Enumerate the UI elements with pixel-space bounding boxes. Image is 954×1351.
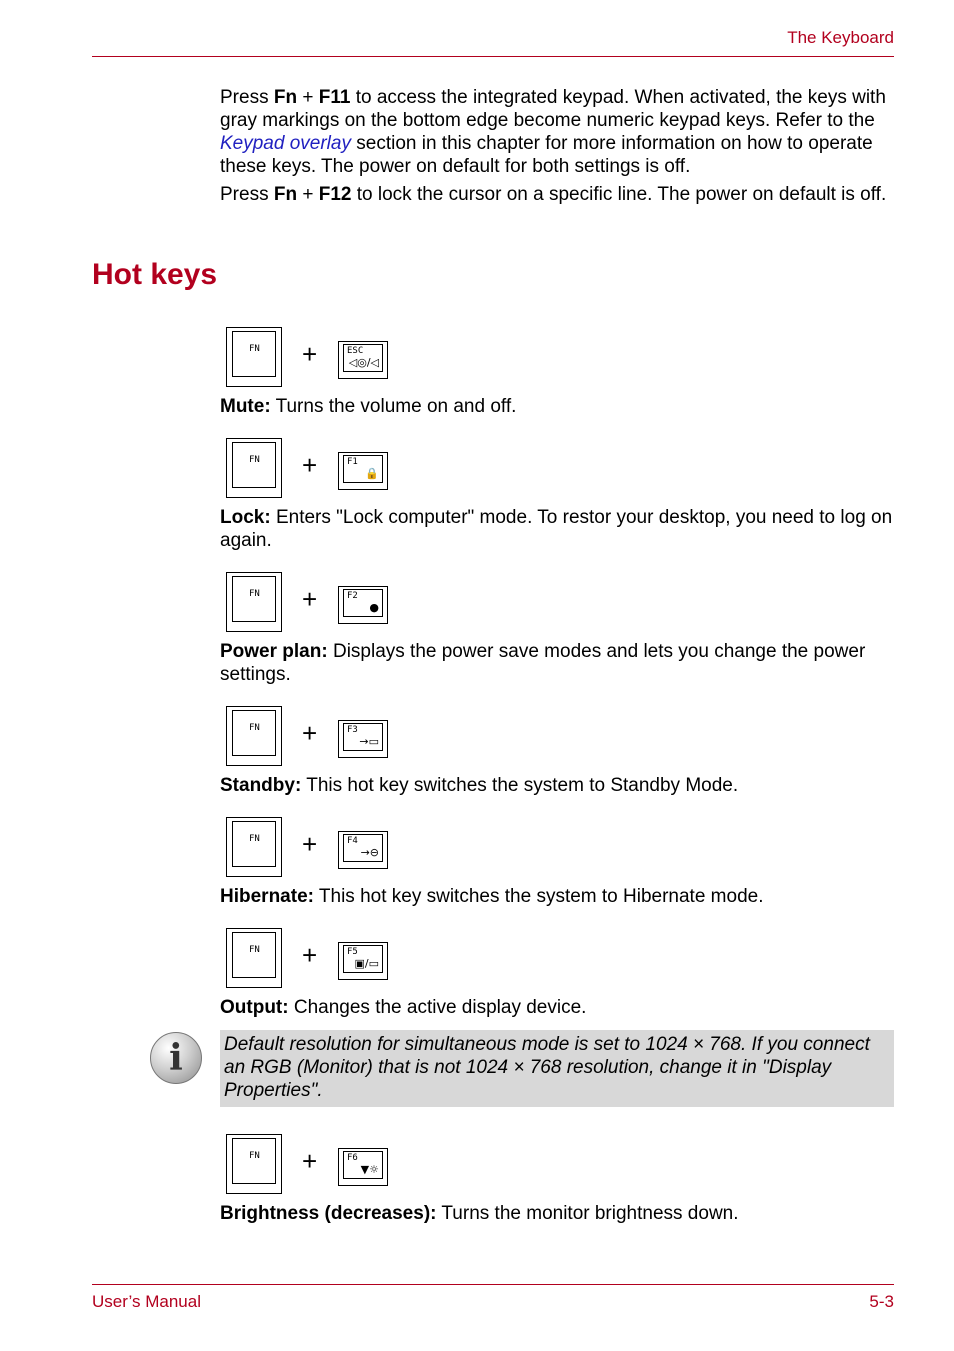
brightness-down-icon: ▼☼: [360, 1163, 379, 1176]
f5-key-icon: F5 ▣/▭: [338, 942, 388, 980]
intro-paragraph-f11: Press Fn + F11 to access the integrated keypad. When activated, the keys with gray markings on the bottom edge become numeric keypad keys. Refer to the Keypad overlay section in this chapter for more information on how to operate these keys. The power on default for both settings is off.: [220, 87, 886, 177]
hotkey-lock: [220, 438, 894, 552]
plus-sign: +: [302, 339, 318, 369]
plus-sign: +: [302, 584, 318, 614]
esc-key-icon: ESC ◁◎/◁: [338, 341, 388, 379]
display-output-icon: ▣/▭: [354, 957, 379, 970]
hotkey-description: Hibernate: This hot key switches the system to Hibernate mode.: [220, 886, 764, 907]
standby-icon: →▭: [359, 735, 379, 748]
footer-page-number: 5-3: [869, 1292, 894, 1311]
hibernate-icon: →⊖: [360, 846, 379, 859]
f3-key-icon: F3 →▭: [338, 720, 388, 758]
f4-key-icon: F4 →⊖: [338, 831, 388, 869]
info-icon: i: [150, 1032, 202, 1084]
hotkey-description: Lock: Enters "Lock computer" mode. To restor your desktop, you need to log on again.: [220, 507, 893, 551]
hotkey-description: Power plan: Displays the power save modes and lets you change the power settings.: [220, 641, 866, 685]
fn-key-icon: FN: [226, 1134, 282, 1194]
hotkey-hibernate: [220, 817, 894, 908]
plus-sign: +: [302, 829, 318, 859]
f1-key-icon: F1 🔒: [338, 452, 388, 490]
hotkey-description: Standby: This hot key switches the system to Standby Mode.: [220, 775, 739, 796]
fn-key-icon: FN: [226, 438, 282, 498]
plus-sign: +: [302, 450, 318, 480]
footer-rule: [92, 1284, 894, 1285]
hotkey-standby: [220, 706, 894, 797]
hotkey-power-plan: [220, 572, 894, 686]
power-plan-icon: ●: [369, 601, 379, 614]
fn-key-icon: FN: [226, 327, 282, 387]
header-section-title: The Keyboard: [787, 28, 894, 47]
header-rule: [92, 56, 894, 57]
fn-key-icon: FN: [226, 706, 282, 766]
plus-sign: +: [302, 940, 318, 970]
fn-key-icon: FN: [226, 572, 282, 632]
footer-manual-title: User’s Manual: [92, 1292, 201, 1311]
plus-sign: +: [302, 1146, 318, 1176]
hotkey-output: [220, 928, 894, 1019]
hotkey-brightness-down: [220, 1134, 894, 1225]
intro-text: [220, 86, 894, 211]
keypad-overlay-link[interactable]: Keypad overlay: [220, 133, 351, 154]
lock-icon: 🔒: [365, 467, 379, 480]
intro-paragraph-f12: Press Fn + F12 to lock the cursor on a specific line. The power on default is off.: [220, 184, 887, 205]
hotkey-mute: [220, 327, 894, 418]
fn-key-icon: FN: [226, 928, 282, 988]
section-heading: Hot keys: [92, 258, 218, 291]
f6-key-icon: F6 ▼☼: [338, 1148, 388, 1186]
fn-key-icon: FN: [226, 817, 282, 877]
speaker-mute-icon: ◁◎/◁: [348, 356, 379, 369]
hotkey-description: Brightness (decreases): Turns the monitor brightness down.: [220, 1203, 739, 1224]
plus-sign: +: [302, 718, 318, 748]
note-box: Default resolution for simultaneous mode is set to 1024 × 768. If you connect an RGB (Monitor) that is not 1024 × 768 resolution, change it in "Display Properties".: [220, 1030, 894, 1107]
hotkey-description: Output: Changes the active display device.: [220, 997, 587, 1018]
hotkey-description: Mute: Turns the volume on and off.: [220, 396, 517, 417]
f2-key-icon: F2 ●: [338, 586, 388, 624]
